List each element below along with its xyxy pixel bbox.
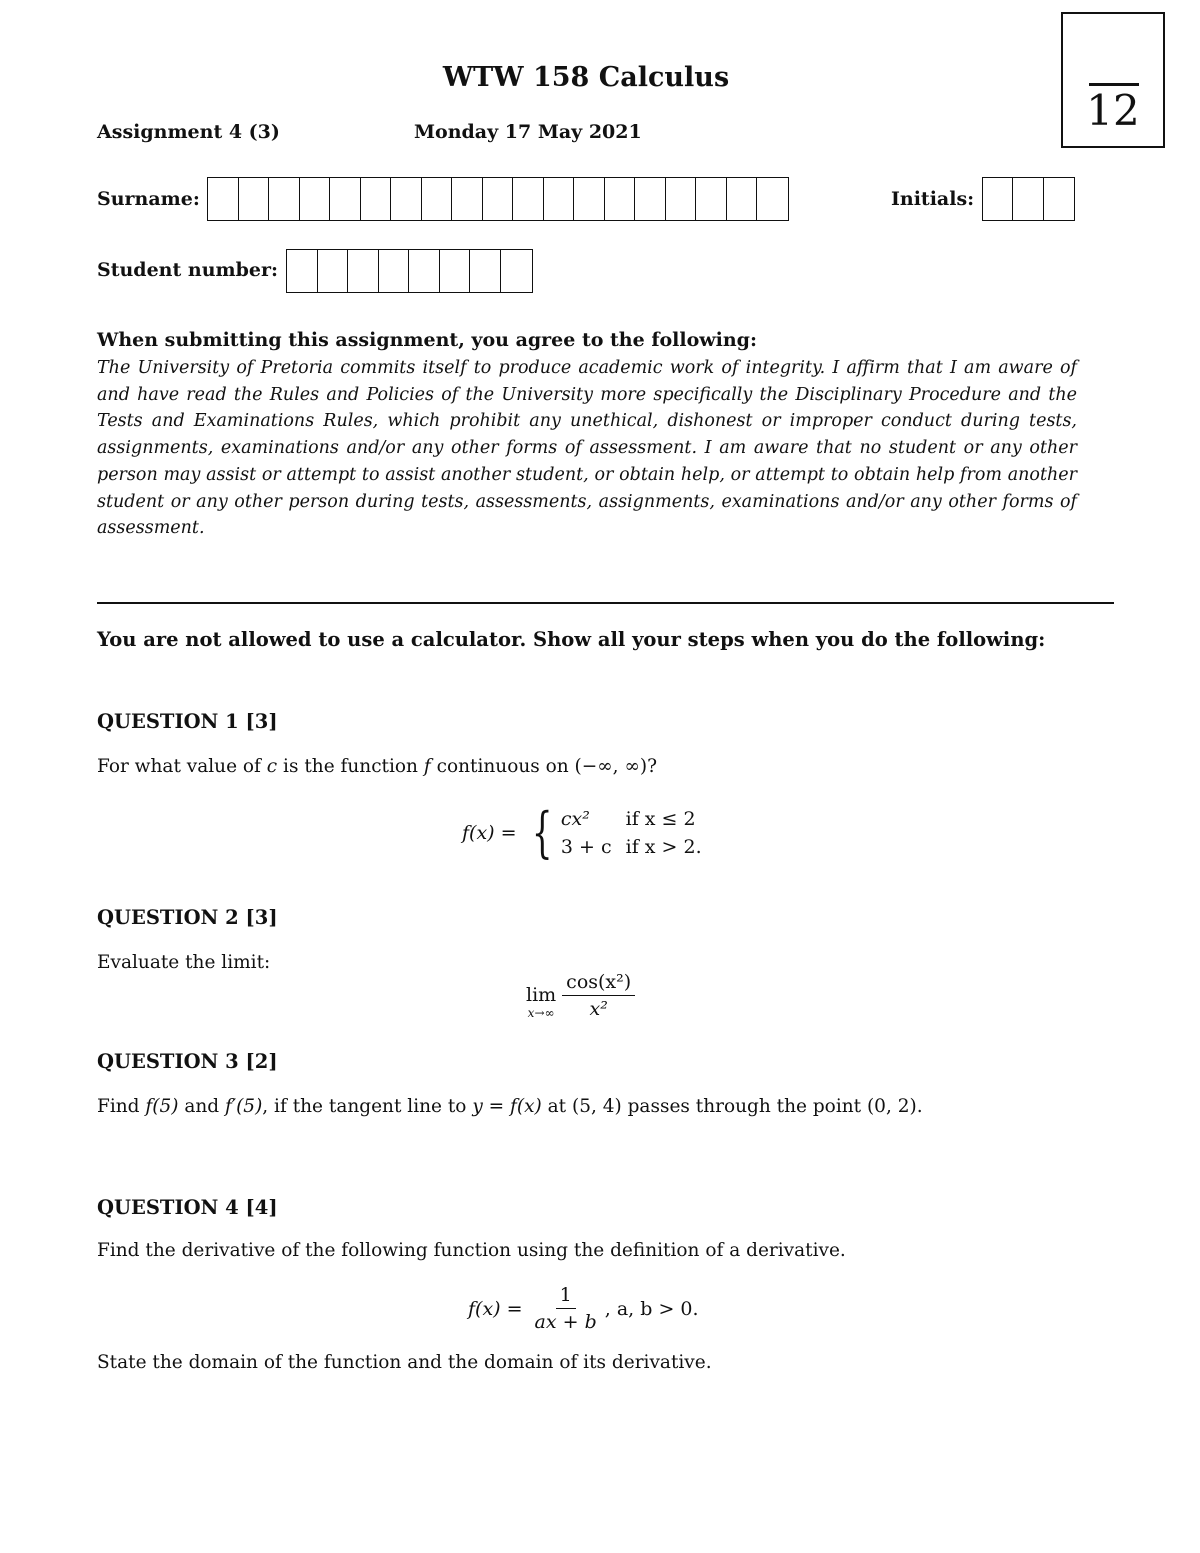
- total-marks: 12: [1086, 86, 1140, 135]
- surname-boxes[interactable]: [207, 177, 789, 221]
- marks-box: [1061, 12, 1165, 148]
- question-4-prompt: Find the derivative of the following function using the definition of a derivative.: [97, 1240, 846, 1261]
- assignment-date: Monday 17 May 2021: [414, 121, 642, 143]
- declaration-body: The University of Pretoria commits itself to produce academic work of integrity. I affirm that I am aware of and have read the Rules and Policies of the University more specifically the Disciplinary Procedure and the Tests and Examinations Rules, which prohibit any unethical, dishonest or improper conduct during tests, assignments, examinations and/or any other forms of assessment. I am aware that no student or any other person may assist or attempt to assist another student, or obtain help, or attempt to obtain help from another student or any other person during tests, assessments, assignments, examinations and/or any other forms of assessment.: [97, 358, 1077, 539]
- declaration-heading: When submitting this assignment, you agree to the following:: [97, 329, 757, 351]
- initials-label: Initials:: [891, 188, 975, 210]
- student-number-label: Student number:: [97, 259, 279, 281]
- question-3-heading: QUESTION 3 [2]: [97, 1050, 278, 1073]
- course-title: WTW 158 Calculus: [442, 62, 730, 93]
- question-2-formula: lim x→∞ $\frac{\text{cos(x²)}}{\text{x²}}$: [526, 970, 635, 1020]
- instructions: You are not allowed to use a calculator. Show all your steps when you do the following:: [97, 628, 1046, 651]
- question-3-prompt: Find f(5) and f′(5), if the tangent line to y = f(x) at (5, 4) passes through the point (0, 2).: [97, 1096, 923, 1117]
- question-4-heading: QUESTION 4 [4]: [97, 1196, 278, 1219]
- question-2-heading: QUESTION 2 [3]: [97, 906, 278, 929]
- divider: [97, 602, 1114, 604]
- initials-boxes[interactable]: [982, 177, 1075, 221]
- student-number-boxes[interactable]: [286, 249, 533, 293]
- question-4-followup: State the domain of the function and the domain of its derivative.: [97, 1352, 712, 1373]
- question-1-prompt: For what value of c is the function f continuous on (−∞, ∞)?: [97, 756, 657, 777]
- question-1-heading: QUESTION 1 [3]: [97, 710, 278, 733]
- brace-icon: {: [531, 801, 553, 864]
- question-2-prompt: Evaluate the limit:: [97, 952, 271, 973]
- piecewise-lhs: f(x) =: [462, 822, 517, 844]
- surname-label: Surname:: [97, 188, 200, 210]
- question-4-formula: f(x) = $\frac{1}{ax + b}$ , a, b > 0.: [468, 1284, 699, 1333]
- assignment-label: Assignment 4 (3): [97, 121, 280, 143]
- question-1-formula: f(x) = { cx² if x ≤ 2 3 + c if x > 2.: [462, 801, 702, 864]
